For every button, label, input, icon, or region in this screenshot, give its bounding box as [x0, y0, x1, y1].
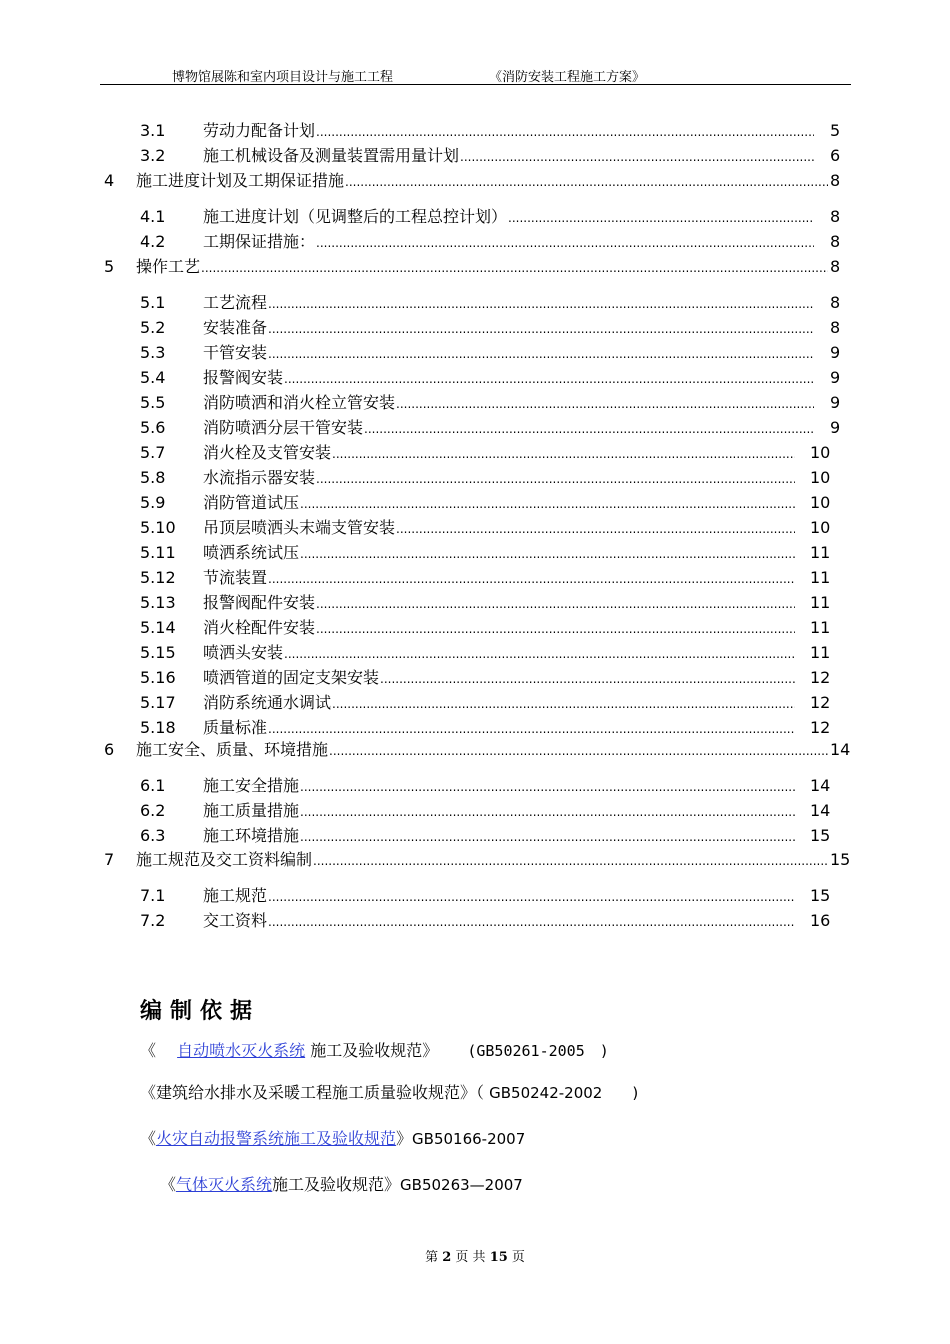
toc-dot-leader — [300, 826, 795, 848]
toc-entry-number: 5.4 — [140, 368, 166, 387]
toc-entry[interactable] — [0, 392, 950, 414]
toc-entry-number: 5.18 — [140, 718, 176, 737]
toc-dot-leader — [284, 643, 795, 665]
toc-entry-title-leader — [203, 617, 795, 640]
reference-suffix: 施工及验收规范》 — [272, 1175, 401, 1194]
toc-entry-number: 5.16 — [140, 668, 176, 687]
toc-entry-title-leader — [136, 256, 828, 279]
toc-entry-page: 15 — [810, 886, 831, 905]
toc-entry-number: 4.2 — [140, 232, 166, 251]
toc-entry-title-leader — [203, 206, 814, 229]
toc-entry-page: 5 — [830, 121, 841, 140]
toc-dot-leader — [380, 668, 795, 690]
toc-entry[interactable] — [0, 592, 950, 614]
toc-entry-title: 施工质量措施 — [203, 801, 300, 820]
toc-entry-title-leader — [203, 442, 795, 465]
toc-entry-title: 交工资料 — [203, 911, 268, 930]
toc-entry[interactable] — [0, 120, 950, 142]
toc-entry-number: 6.2 — [140, 801, 166, 820]
toc-entry-page: 6 — [830, 146, 841, 165]
toc-entry-title: 消火栓及支管安装 — [203, 443, 332, 462]
toc-entry-page: 15 — [830, 850, 851, 869]
toc-entry-title: 吊顶层喷洒头末端支管安装 — [203, 518, 396, 537]
toc-entry-title: 报警阀配件安装 — [203, 593, 316, 612]
toc-dot-leader — [316, 121, 814, 143]
page-header — [0, 66, 950, 86]
toc-entry-title: 施工规范 — [203, 886, 268, 905]
toc-entry-number: 7 — [104, 850, 115, 869]
toc-entry-title-leader — [203, 542, 795, 565]
toc-entry[interactable] — [0, 717, 950, 739]
toc-entry[interactable] — [0, 317, 950, 339]
toc-entry-number: 5.12 — [140, 568, 176, 587]
reference-suffix: 施工及验收规范》 — [310, 1041, 463, 1060]
toc-entry-title-leader — [203, 642, 795, 665]
toc-entry-page: 9 — [830, 418, 841, 437]
toc-entry-title: 报警阀安装 — [203, 368, 284, 387]
toc-entry-title: 干管安装 — [203, 343, 268, 362]
footer-suffix: 页 — [511, 1250, 525, 1265]
toc-entry-title: 消防系统通水调试 — [203, 693, 332, 712]
footer-page-number: 2 — [442, 1250, 452, 1265]
toc-entry-title-leader — [203, 775, 795, 798]
toc-entry-title: 消防喷洒分层干管安装 — [203, 418, 364, 437]
reference-link[interactable]: 火灾自动报警系统施工及验收规范 — [156, 1129, 397, 1148]
toc-entry[interactable] — [0, 825, 950, 847]
toc-entry-number: 5.15 — [140, 643, 176, 662]
toc-entry-title: 施工规范及交工资料编制 — [136, 850, 313, 869]
toc-entry[interactable] — [0, 206, 950, 228]
toc-entry-page: 8 — [830, 318, 841, 337]
toc-entry-title: 施工机械设备及测量装置需用量计划 — [203, 146, 460, 165]
toc-entry-number: 3.2 — [140, 146, 166, 165]
toc-entry-number: 6.3 — [140, 826, 166, 845]
page-footer — [0, 1246, 950, 1265]
toc-entry-number: 5.13 — [140, 593, 176, 612]
toc-dot-leader — [300, 776, 795, 798]
toc-entry-page: 12 — [810, 668, 831, 687]
toc-entry-title-leader — [203, 467, 795, 490]
toc-dot-leader — [332, 443, 795, 465]
toc-entry-number: 5 — [104, 257, 115, 276]
toc-entry-number: 5.11 — [140, 543, 176, 562]
toc-entry[interactable] — [0, 442, 950, 464]
toc-dot-leader — [316, 618, 795, 640]
toc-entry-number: 7.1 — [140, 886, 166, 905]
toc-dot-leader — [300, 493, 795, 515]
toc-entry-number: 5.14 — [140, 618, 176, 637]
toc-entry-title: 喷洒系统试压 — [203, 543, 300, 562]
toc-entry-title-leader — [203, 800, 795, 823]
toc-entry-title: 安装准备 — [203, 318, 268, 337]
toc-entry-title-leader — [203, 120, 814, 143]
reference-code: GB50242-2002 ) — [489, 1084, 639, 1102]
toc-entry-number: 5.10 — [140, 518, 176, 537]
toc-entry-title: 消防管道试压 — [203, 493, 300, 512]
toc-dot-leader — [300, 801, 795, 823]
toc-dot-leader — [313, 850, 828, 872]
toc-dot-leader — [332, 693, 795, 715]
toc-entry-number: 6.1 — [140, 776, 166, 795]
toc-dot-leader — [345, 171, 828, 193]
toc-dot-leader — [316, 468, 795, 490]
toc-entry-page: 8 — [830, 293, 841, 312]
toc-dot-leader — [268, 318, 814, 340]
toc-entry-page: 12 — [810, 693, 831, 712]
toc-entry[interactable] — [0, 849, 950, 871]
reference-link[interactable]: 自动喷水灭火系统 — [177, 1041, 306, 1060]
toc-entry[interactable] — [0, 170, 950, 192]
toc-dot-leader — [268, 343, 814, 365]
reference-code: (GB50261-2005 ) — [467, 1042, 609, 1060]
toc-entry[interactable] — [0, 342, 950, 364]
toc-dot-leader — [396, 518, 795, 540]
toc-entry[interactable] — [0, 617, 950, 639]
toc-entry-title-leader — [203, 145, 814, 168]
section-heading: 编制依据 — [140, 999, 261, 1024]
toc-entry-title-leader — [203, 910, 795, 933]
toc-entry-number: 3.1 — [140, 121, 166, 140]
toc-dot-leader — [316, 232, 814, 254]
toc-entry[interactable] — [0, 256, 950, 278]
toc-entry-number: 4.1 — [140, 207, 166, 226]
toc-dot-leader — [201, 257, 828, 279]
toc-entry-page: 10 — [810, 468, 831, 487]
toc-entry-page: 15 — [810, 826, 831, 845]
toc-dot-leader — [268, 718, 795, 740]
toc-entry-title-leader — [136, 170, 828, 193]
header-divider — [100, 84, 851, 85]
reference-item — [140, 1038, 609, 1061]
toc-entry[interactable] — [0, 800, 950, 822]
toc-dot-leader — [268, 293, 814, 315]
toc-entry-page: 11 — [810, 618, 831, 637]
toc-entry-title: 劳动力配备计划 — [203, 121, 316, 140]
toc-entry-page: 10 — [810, 443, 831, 462]
header-project-name: 博物馆展陈和室内项目设计与施工工程 — [172, 70, 394, 85]
toc-entry-page: 10 — [810, 493, 831, 512]
toc-entry[interactable] — [0, 642, 950, 664]
toc-entry-page: 12 — [810, 718, 831, 737]
toc-entry[interactable] — [0, 467, 950, 489]
reference-prefix: 《 — [140, 1041, 173, 1060]
toc-entry-title-leader — [203, 517, 795, 540]
toc-dot-leader — [364, 418, 814, 440]
toc-entry-page: 9 — [830, 393, 841, 412]
toc-dot-leader — [329, 740, 828, 762]
toc-entry[interactable] — [0, 367, 950, 389]
toc-entry[interactable] — [0, 692, 950, 714]
toc-entry-page: 8 — [830, 257, 841, 276]
footer-total-pages: 15 — [489, 1250, 508, 1265]
toc-entry[interactable] — [0, 775, 950, 797]
reference-item — [160, 1172, 523, 1195]
toc-entry-title-leader — [203, 342, 814, 365]
toc-dot-leader — [284, 368, 814, 390]
toc-entry-page: 8 — [830, 232, 841, 251]
toc-dot-leader — [300, 543, 795, 565]
footer-middle: 页 共 — [455, 1250, 486, 1265]
toc-dot-leader — [460, 146, 814, 168]
toc-entry[interactable] — [0, 517, 950, 539]
toc-entry-title-leader — [136, 739, 828, 762]
toc-entry[interactable] — [0, 231, 950, 253]
toc-dot-leader — [396, 393, 814, 415]
toc-entry-title-leader — [203, 492, 795, 515]
toc-entry-number: 5.2 — [140, 318, 166, 337]
toc-entry-title: 水流指示器安装 — [203, 468, 316, 487]
toc-entry[interactable] — [0, 542, 950, 564]
toc-entry-title: 操作工艺 — [136, 257, 201, 276]
toc-entry[interactable] — [0, 417, 950, 439]
toc-entry-title-leader — [203, 592, 795, 615]
toc-entry-title: 喷洒头安装 — [203, 643, 284, 662]
toc-dot-leader — [268, 568, 795, 590]
toc-entry-title: 消防喷洒和消火栓立管安装 — [203, 393, 396, 412]
toc-entry-page: 11 — [810, 593, 831, 612]
toc-entry-title-leader — [203, 417, 814, 440]
toc-entry-number: 4 — [104, 171, 115, 190]
toc-entry-title: 施工进度计划及工期保证措施 — [136, 171, 345, 190]
toc-entry-page: 14 — [810, 776, 831, 795]
toc-dot-leader — [508, 207, 814, 229]
toc-entry-page: 10 — [810, 518, 831, 537]
toc-entry-number: 6 — [104, 740, 115, 759]
toc-entry-number: 5.6 — [140, 418, 166, 437]
toc-entry[interactable] — [0, 292, 950, 314]
toc-entry-title-leader — [203, 717, 795, 740]
toc-entry-page: 16 — [810, 911, 831, 930]
toc-entry-number: 5.7 — [140, 443, 166, 462]
reference-code: GB50166-2007 — [412, 1130, 526, 1148]
toc-entry-number: 5.5 — [140, 393, 166, 412]
toc-entry-page: 8 — [830, 171, 841, 190]
toc-entry-title: 节流装置 — [203, 568, 268, 587]
toc-entry-page: 14 — [830, 740, 851, 759]
toc-entry[interactable] — [0, 567, 950, 589]
toc-entry-title-leader — [203, 885, 795, 908]
toc-entry-page: 9 — [830, 343, 841, 362]
toc-dot-leader — [268, 911, 795, 933]
toc-entry-title: 喷洒管道的固定支架安装 — [203, 668, 380, 687]
toc-entry-number: 5.17 — [140, 693, 176, 712]
toc-entry[interactable] — [0, 145, 950, 167]
reference-code: GB50263—2007 — [400, 1176, 523, 1194]
toc-entry-page: 11 — [810, 643, 831, 662]
toc-entry-title: 工艺流程 — [203, 293, 268, 312]
toc-entry-page: 9 — [830, 368, 841, 387]
toc-entry-number: 5.8 — [140, 468, 166, 487]
toc-dot-leader — [316, 593, 795, 615]
toc-entry-number: 5.9 — [140, 493, 166, 512]
toc-entry-title-leader — [203, 825, 795, 848]
toc-entry-title: 施工进度计划（见调整后的工程总控计划） — [203, 207, 508, 226]
toc-dot-leader — [268, 886, 795, 908]
toc-entry-page: 11 — [810, 568, 831, 587]
toc-entry[interactable] — [0, 910, 950, 932]
toc-entry-title-leader — [203, 317, 814, 340]
toc-entry-title-leader — [136, 849, 828, 872]
reference-link[interactable]: 气体灭火系统 — [176, 1175, 273, 1194]
toc-entry-title: 消火栓配件安装 — [203, 618, 316, 637]
reference-prefix: 《 — [140, 1129, 157, 1148]
toc-entry-title: 施工环境措施 — [203, 826, 300, 845]
toc-entry-title-leader — [203, 231, 814, 254]
toc-entry-title-leader — [203, 692, 795, 715]
toc-entry-number: 5.3 — [140, 343, 166, 362]
reference-suffix: 》 — [396, 1129, 413, 1148]
toc-entry-title: 施工安全、质量、环境措施 — [136, 740, 329, 759]
toc-entry-title: 质量标准 — [203, 718, 268, 737]
toc-entry[interactable] — [0, 739, 950, 761]
toc-entry-page: 8 — [830, 207, 841, 226]
reference-prefix: 《 — [160, 1175, 177, 1194]
toc-entry-title-leader — [203, 367, 814, 390]
toc-entry-title: 工期保证措施： — [203, 232, 316, 251]
toc-entry-number: 5.1 — [140, 293, 166, 312]
header-document-name: 《消防安装工程施工方案》 — [489, 70, 646, 85]
toc-entry-page: 14 — [810, 801, 831, 820]
footer-prefix: 第 — [425, 1250, 439, 1265]
toc-entry[interactable] — [0, 885, 950, 907]
toc-entry-title-leader — [203, 292, 814, 315]
toc-entry-number: 7.2 — [140, 911, 166, 930]
toc-entry[interactable] — [0, 667, 950, 689]
toc-entry-title-leader — [203, 567, 795, 590]
reference-item — [140, 1080, 638, 1103]
toc-entry-title-leader — [203, 392, 814, 415]
reference-item — [140, 1126, 525, 1149]
toc-entry-title-leader — [203, 667, 795, 690]
reference-title: 《建筑给水排水及采暖工程施工质量验收规范》（ — [140, 1083, 485, 1102]
toc-entry[interactable] — [0, 492, 950, 514]
toc-entry-page: 11 — [810, 543, 831, 562]
toc-entry-title: 施工安全措施 — [203, 776, 300, 795]
